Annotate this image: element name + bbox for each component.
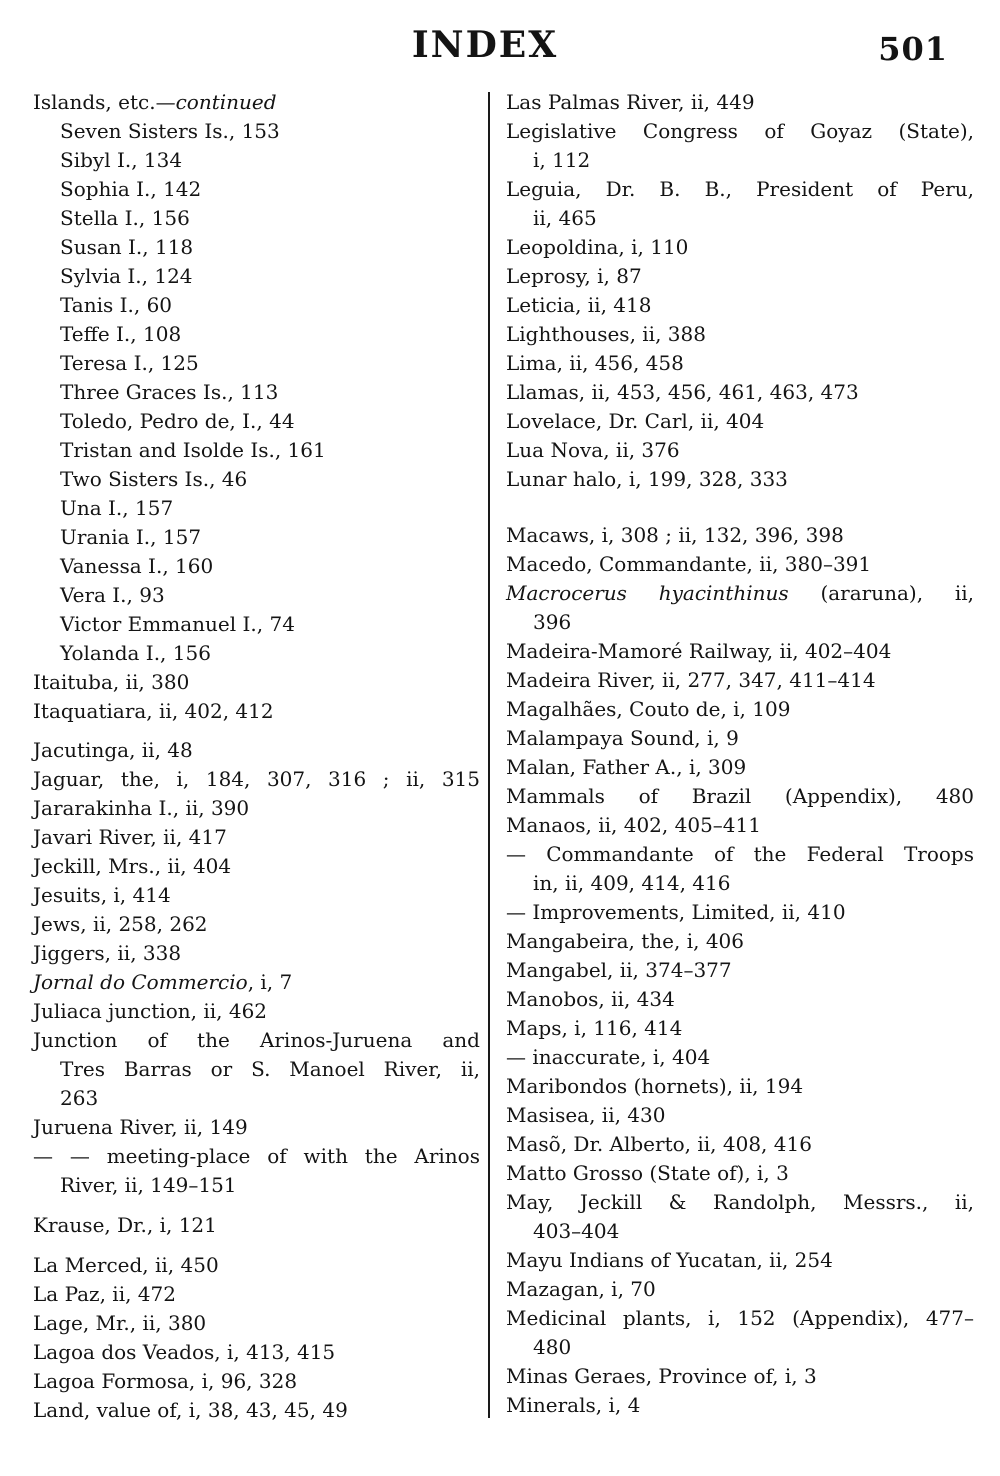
- index-entry-line: Three Graces Is., 113: [60, 380, 279, 404]
- index-entry-line: Una I., 157: [60, 496, 174, 520]
- index-entry-line: Stella I., 156: [60, 206, 190, 230]
- index-entry-line: Itaituba, ii, 380: [33, 670, 190, 694]
- index-entry-line: Two Sisters Is., 46: [60, 467, 248, 491]
- index-entry-line: Juliaca junction, ii, 462: [33, 999, 268, 1023]
- index-entry-line: Islands, etc.—continued: [33, 90, 277, 114]
- index-entry-line: Masisea, ii, 430: [506, 1103, 666, 1127]
- index-entry-line: Llamas, ii, 453, 456, 461, 463, 473: [506, 380, 859, 404]
- index-entry-line: Legislative Congress of Goyaz (State),: [506, 119, 974, 143]
- index-entry-line: Macrocerus hyacinthinus (araruna), ii,: [506, 581, 974, 605]
- index-entry-line: Mammals of Brazil (Appendix), 480: [506, 784, 974, 808]
- index-entry-line: Leprosy, i, 87: [506, 264, 642, 288]
- index-entry-line: Leguia, Dr. B. B., President of Peru,: [506, 177, 974, 201]
- index-entry-line: Malan, Father A., i, 309: [506, 755, 747, 779]
- index-entry-line: Yolanda I., 156: [60, 641, 211, 665]
- index-entry-line: Teresa I., 125: [60, 351, 199, 375]
- index-entry-line: Itaquatiara, ii, 402, 412: [33, 699, 274, 723]
- index-entry-line: Mangabeira, the, i, 406: [506, 929, 744, 953]
- index-entry-line: 263: [60, 1086, 99, 1110]
- index-entry-line: 396: [533, 610, 572, 634]
- index-entry-line: Manobos, ii, 434: [506, 987, 675, 1011]
- index-entry-line: 480: [533, 1335, 572, 1359]
- index-entry-line: ii, 465: [533, 206, 597, 230]
- index-entry-line: Jiggers, ii, 338: [33, 941, 182, 965]
- index-entry-line: Teffe I., 108: [60, 322, 182, 346]
- index-entry-line: Magalhães, Couto de, i, 109: [506, 697, 791, 721]
- index-entry-line: — inaccurate, i, 404: [506, 1045, 711, 1069]
- index-entry-line: Maps, i, 116, 414: [506, 1016, 683, 1040]
- index-entry-line: Medicinal plants, i, 152 (Appendix), 477–: [506, 1306, 974, 1330]
- page-title: INDEX: [411, 24, 559, 66]
- index-entry-line: Mangabel, ii, 374–377: [506, 958, 732, 982]
- index-entry-line: — — meeting-place of with the Arinos: [33, 1144, 480, 1168]
- index-entry-line: Mazagan, i, 70: [506, 1277, 656, 1301]
- index-entry-line: La Paz, ii, 472: [33, 1282, 176, 1306]
- index-entry-line: Vera I., 93: [60, 583, 165, 607]
- index-entry-line: Sophia I., 142: [60, 177, 202, 201]
- index-entry-line: Tristan and Isolde Is., 161: [60, 438, 326, 462]
- index-entry-line: May, Jeckill & Randolph, Messrs., ii,: [506, 1190, 974, 1214]
- index-entry-line: River, ii, 149–151: [60, 1173, 237, 1197]
- italic-text: Jornal do Commercio: [33, 970, 248, 994]
- index-entry-line: Lovelace, Dr. Carl, ii, 404: [506, 409, 765, 433]
- italic-text: continued: [175, 90, 277, 114]
- index-entry-line: Manaos, ii, 402, 405–411: [506, 813, 761, 837]
- index-entry-line: Minerals, i, 4: [506, 1393, 641, 1417]
- index-entry-line: Jesuits, i, 414: [33, 883, 171, 907]
- italic-text: Macrocerus hyacinthinus: [506, 581, 789, 605]
- index-entry-line: Lima, ii, 456, 458: [506, 351, 684, 375]
- index-entry-line: Masõ, Dr. Alberto, ii, 408, 416: [506, 1132, 812, 1156]
- index-entry-line: Jews, ii, 258, 262: [33, 912, 208, 936]
- index-entry-line: La Merced, ii, 450: [33, 1253, 219, 1277]
- index-entry-line: Lage, Mr., ii, 380: [33, 1311, 207, 1335]
- index-entry-line: Toledo, Pedro de, I., 44: [60, 409, 295, 433]
- index-entry-line: Sibyl I., 134: [60, 148, 183, 172]
- index-entry-line: Madeira-Mamoré Railway, ii, 402–404: [506, 639, 892, 663]
- index-entry-line: — Improvements, Limited, ii, 410: [506, 900, 846, 924]
- index-entry-line: i, 112: [533, 148, 591, 172]
- index-entry-line: Matto Grosso (State of), i, 3: [506, 1161, 789, 1185]
- index-entry-line: in, ii, 409, 414, 416: [533, 871, 731, 895]
- index-entry-line: Vanessa I., 160: [60, 554, 214, 578]
- page-number: 501: [878, 30, 948, 68]
- index-entry-line: Javari River, ii, 417: [33, 825, 227, 849]
- index-entry-line: Jararakinha I., ii, 390: [33, 796, 250, 820]
- index-entry-line: Victor Emmanuel I., 74: [60, 612, 295, 636]
- column-divider-rule: [488, 92, 490, 1418]
- index-entry-line: Land, value of, i, 38, 43, 45, 49: [33, 1398, 348, 1422]
- index-entry-line: Lagoa dos Veados, i, 413, 415: [33, 1340, 336, 1364]
- index-entry-line: Maribondos (hornets), ii, 194: [506, 1074, 804, 1098]
- right-column: [506, 88, 974, 1420]
- index-entry-line: Jeckill, Mrs., ii, 404: [33, 854, 232, 878]
- index-entry-line: Las Palmas River, ii, 449: [506, 90, 755, 114]
- index-entry-line: Macaws, i, 308 ; ii, 132, 396, 398: [506, 523, 844, 547]
- index-entry-line: Mayu Indians of Yucatan, ii, 254: [506, 1248, 833, 1272]
- index-entry-line: Macedo, Commandante, ii, 380–391: [506, 552, 872, 576]
- page-header: [0, 0, 1000, 88]
- index-entry-line: Leticia, ii, 418: [506, 293, 652, 317]
- index-entry-line: — Commandante of the Federal Troops: [506, 842, 974, 866]
- index-entry-line: Lua Nova, ii, 376: [506, 438, 680, 462]
- index-entry-line: Lunar halo, i, 199, 328, 333: [506, 467, 788, 491]
- index-entry-line: Minas Geraes, Province of, i, 3: [506, 1364, 817, 1388]
- index-entry-line: Lighthouses, ii, 388: [506, 322, 706, 346]
- index-entry-line: Sylvia I., 124: [60, 264, 193, 288]
- index-entry-line: Jacutinga, ii, 48: [33, 738, 193, 762]
- index-entry-line: Urania I., 157: [60, 525, 202, 549]
- index-entry-line: Tres Barras or S. Manoel River, ii,: [60, 1057, 480, 1081]
- index-entry-line: Susan I., 118: [60, 235, 194, 259]
- index-entry-line: Jornal do Commercio, i, 7: [33, 970, 293, 994]
- index-entry-line: Jaguar, the, i, 184, 307, 316 ; ii, 315: [33, 767, 480, 791]
- index-columns: [0, 88, 1000, 1425]
- index-entry-line: Juruena River, ii, 149: [33, 1115, 248, 1139]
- index-entry-line: Seven Sisters Is., 153: [60, 119, 280, 143]
- index-entry-line: Madeira River, ii, 277, 347, 411–414: [506, 668, 876, 692]
- index-entry-line: Leopoldina, i, 110: [506, 235, 689, 259]
- index-entry-line: Lagoa Formosa, i, 96, 328: [33, 1369, 298, 1393]
- index-entry-line: Malampaya Sound, i, 9: [506, 726, 739, 750]
- index-entry-line: 403–404: [533, 1219, 620, 1243]
- index-entry-line: Tanis I., 60: [60, 293, 173, 317]
- index-entry-line: Junction of the Arinos-Juruena and: [33, 1028, 480, 1052]
- index-entry-line: Krause, Dr., i, 121: [33, 1213, 217, 1237]
- left-column: [33, 88, 480, 1425]
